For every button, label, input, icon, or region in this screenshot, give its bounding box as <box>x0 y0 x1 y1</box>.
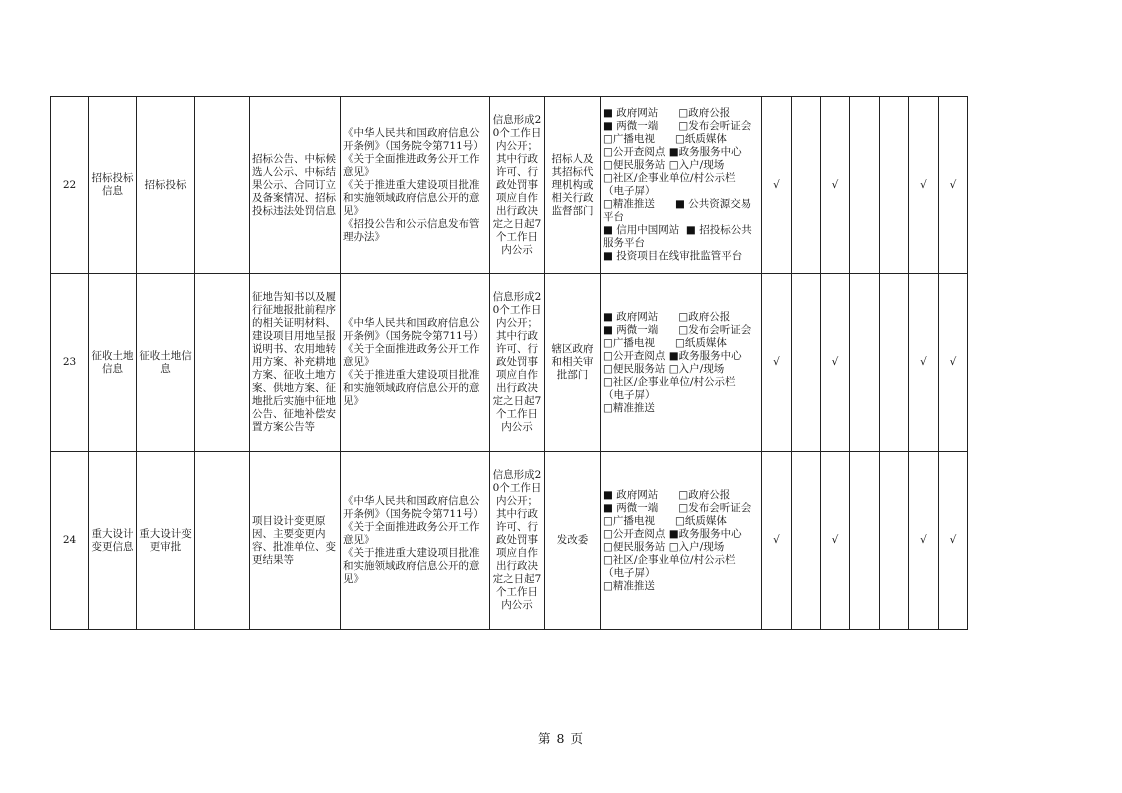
check-cell <box>792 274 821 452</box>
check-cell: √ <box>762 274 792 452</box>
time-limit: 信息形成20个工作日内公开；其中行政许可、行政处罚事项应自作出行政决定之日起7个工作日内公示 <box>490 97 545 274</box>
row-number: 22 <box>51 97 89 274</box>
disclosure-content: 项目设计变更原因、主要变更内容、批准单位、变更结果等 <box>250 452 341 630</box>
category-level2: 招标投标 <box>137 97 195 274</box>
disclosure-basis: 《中华人民共和国政府信息公开条例》（国务院令第711号） 《关于全面推进政务公开工作意见》 《关于推进重大建设项目批准和实施领域政府信息公开的意见》 <box>341 452 490 630</box>
row-number: 24 <box>51 452 89 630</box>
check-cell <box>792 452 821 630</box>
check-cell <box>792 97 821 274</box>
check-cell: √ <box>909 97 939 274</box>
check-cell: √ <box>939 97 968 274</box>
check-cell <box>850 97 880 274</box>
check-cell: √ <box>939 274 968 452</box>
table-row <box>51 274 968 452</box>
check-cell <box>850 452 880 630</box>
row-number: 23 <box>51 274 89 452</box>
check-cell: √ <box>762 452 792 630</box>
disclosure-subject: 招标人及其招标代理机构或相关行政监督部门 <box>545 97 601 274</box>
check-cell: √ <box>821 452 850 630</box>
check-cell <box>850 274 880 452</box>
check-cell: √ <box>762 97 792 274</box>
table-row <box>51 452 968 630</box>
check-cell <box>880 452 909 630</box>
disclosure-channels: ■ 政府网站 □政府公报 ■ 两微一端 □发布会听证会 □广播电视 □纸质媒体 □公开查阅点 ■政务服务中心 □便民服务站 □入户/现场 □社区/企事业单位/村公示栏 （电子屏） □精准推送 ■ 公共资源交易 平台 ■ 信用中国网站 ■ 招投标公共 服务平台 ■ 投资项目在线审批监管平台 <box>601 97 762 274</box>
disclosure-subject: 发改委 <box>545 452 601 630</box>
check-cell: √ <box>909 274 939 452</box>
check-cell <box>880 274 909 452</box>
disclosure-content: 征地告知书以及履行征地报批前程序的相关证明材料、建设项目用地呈报说明书、农用地转用方案、补充耕地方案、征收土地方案、供地方案、征地批后实施中征地公告、征地补偿安置方案公告等 <box>250 274 341 452</box>
disclosure-subject: 辖区政府和相关审批部门 <box>545 274 601 452</box>
disclosure-table <box>50 96 968 630</box>
empty-cell <box>195 274 250 452</box>
check-cell: √ <box>821 274 850 452</box>
category-level1: 招标投标信息 <box>89 97 137 274</box>
disclosure-basis: 《中华人民共和国政府信息公开条例》（国务院令第711号） 《关于全面推进政务公开工作意见》 《关于推进重大建设项目批准和实施领域政府信息公开的意见》 《招投公告和公示信息发布管理办法》 <box>341 97 490 274</box>
category-level1: 征收土地信息 <box>89 274 137 452</box>
empty-cell <box>195 452 250 630</box>
disclosure-basis: 《中华人民共和国政府信息公开条例》（国务院令第711号） 《关于全面推进政务公开工作意见》 《关于推进重大建设项目批准和实施领域政府信息公开的意见》 <box>341 274 490 452</box>
category-level2: 征收土地信息 <box>137 274 195 452</box>
table-row <box>51 97 968 274</box>
time-limit: 信息形成20个工作日内公开；其中行政许可、行政处罚事项应自作出行政决定之日起7个工作日内公示 <box>490 274 545 452</box>
check-cell: √ <box>909 452 939 630</box>
disclosure-content: 招标公告、中标候选人公示、中标结果公示、合同订立及备案情况、招标投标违法处罚信息 <box>250 97 341 274</box>
category-level1: 重大设计变更信息 <box>89 452 137 630</box>
category-level2: 重大设计变更审批 <box>137 452 195 630</box>
check-cell: √ <box>939 452 968 630</box>
empty-cell <box>195 97 250 274</box>
check-cell: √ <box>821 97 850 274</box>
disclosure-channels: ■ 政府网站 □政府公报 ■ 两微一端 □发布会听证会 □广播电视 □纸质媒体 □公开查阅点 ■政务服务中心 □便民服务站 □入户/现场 □社区/企事业单位/村公示栏 （电子屏） □精准推送 <box>601 274 762 452</box>
disclosure-channels: ■ 政府网站 □政府公报 ■ 两微一端 □发布会听证会 □广播电视 □纸质媒体 □公开查阅点 ■政务服务中心 □便民服务站 □入户/现场 □社区/企事业单位/村公示栏 （电子屏） □精准推送 <box>601 452 762 630</box>
time-limit: 信息形成20个工作日内公开；其中行政许可、行政处罚事项应自作出行政决定之日起7个工作日内公示 <box>490 452 545 630</box>
page-number: 第 8 页 <box>538 731 584 746</box>
check-cell <box>880 97 909 274</box>
